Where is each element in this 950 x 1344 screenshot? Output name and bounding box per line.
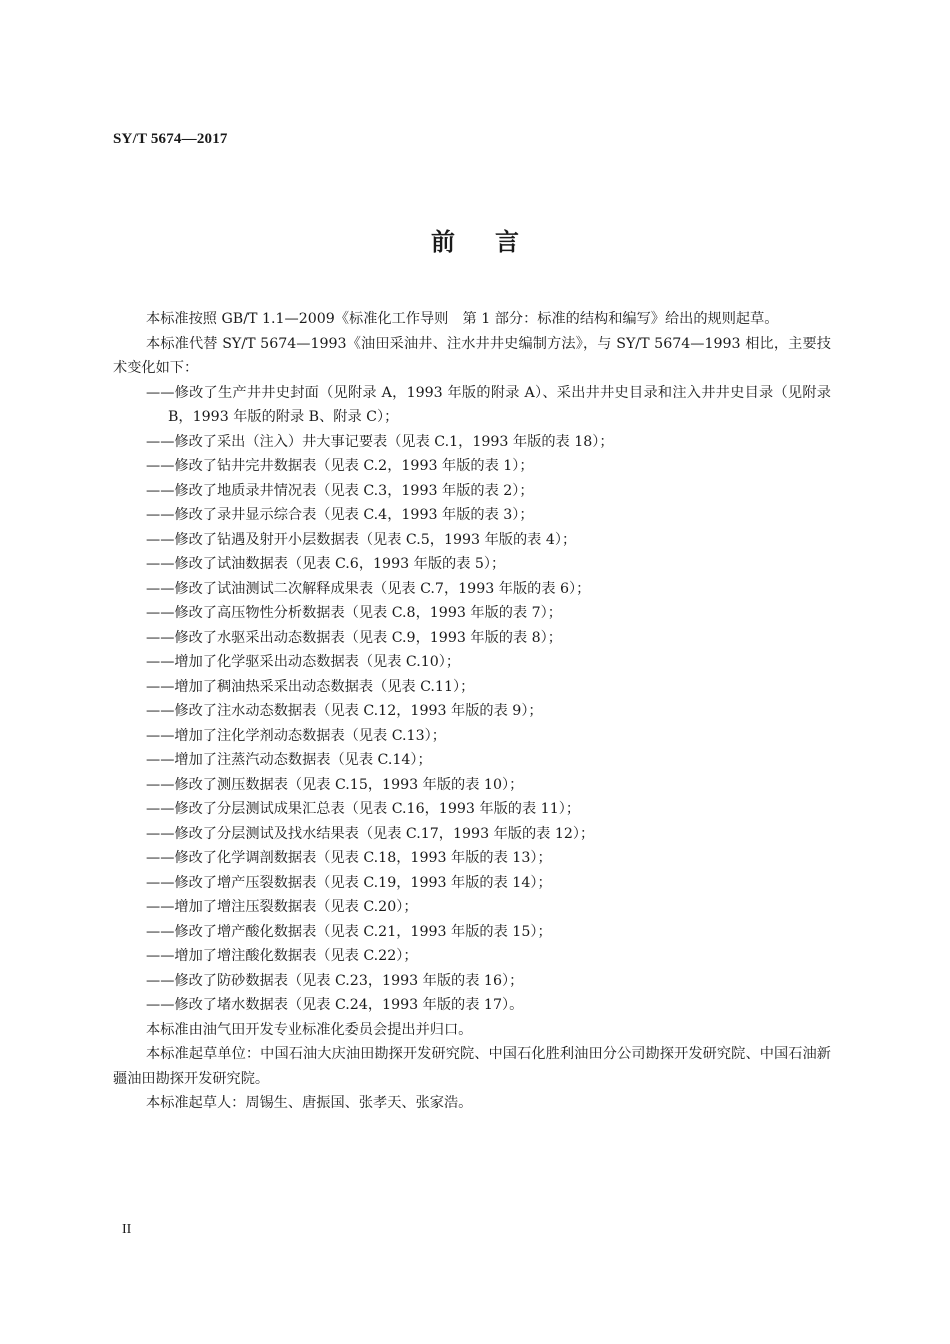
- list-item: ——增加了增注酸化数据表（见表 C.22）；: [146, 948, 418, 964]
- list-item: ——修改了化学调剖数据表（见表 C.18，1993 年版的表 13）；: [146, 850, 552, 866]
- list-item: ——修改了高压物性分析数据表（见表 C.8，1993 年版的表 7）；: [146, 605, 562, 621]
- list-item: ——增加了化学驱采出动态数据表（见表 C.10）；: [146, 654, 461, 670]
- list-item: ——修改了注水动态数据表（见表 C.12，1993 年版的表 9）；: [146, 703, 543, 719]
- intro-paragraph: 本标准代替 SY/T 5674—1993《油田采油井、注水井井史编制方法》，与 SY/T 5674—1993 相比，主要技术变化如下：: [113, 335, 831, 376]
- list-item: ——修改了分层测试及找水结果表（见表 C.17，1993 年版的表 12）；: [146, 825, 595, 842]
- page-title: 前言: [431, 228, 559, 256]
- list-item: ——修改了测压数据表（见表 C.15，1993 年版的表 10）；: [146, 776, 524, 793]
- proposer-paragraph: 本标准由油气田开发专业标准化委员会提出并归口。: [146, 1021, 473, 1038]
- list-item: ——修改了地质录井情况表（见表 C.3，1993 年版的表 2）；: [146, 482, 534, 499]
- document-body: [113, 307, 831, 1116]
- list-item: ——修改了增产酸化数据表（见表 C.21，1993 年版的表 15）；: [146, 923, 552, 940]
- list-item: ——修改了采出（注入）井大事记要表（见表 C.1，1993 年版的表 18）；: [146, 433, 614, 450]
- list-item: ——增加了增注压裂数据表（见表 C.20）；: [146, 899, 418, 915]
- list-item: ——修改了水驱采出动态数据表（见表 C.9，1993 年版的表 8）；: [146, 629, 562, 646]
- list-item: ——增加了注化学剂动态数据表（见表 C.13）；: [146, 727, 446, 744]
- list-item: ——修改了增产压裂数据表（见表 C.19，1993 年版的表 14）；: [146, 874, 552, 891]
- list-item: ——修改了钻遇及射开小层数据表（见表 C.5，1993 年版的表 4）；: [146, 531, 577, 548]
- changes-list: [113, 381, 831, 1018]
- drafting-units-paragraph: 本标准起草单位：中国石油大庆油田勘探开发研究院、中国石化胜利油田分公司勘探开发研究院、中国石油新疆油田勘探开发研究院。: [113, 1046, 831, 1087]
- list-item: ——修改了录井显示综合表（见表 C.4，1993 年版的表 3）；: [146, 507, 534, 523]
- page-number: II: [122, 1222, 132, 1237]
- standard-code-header: SY/T 5674—2017: [113, 131, 228, 147]
- list-item: ——修改了分层测试成果汇总表（见表 C.16，1993 年版的表 11）；: [146, 801, 581, 817]
- list-item: ——修改了生产井井史封面（见附录 A，1993 年版的附录 A）、采出井井史目录和注入井井史目录（见附录 B，1993 年版的附录 B、附录 C）；: [146, 384, 831, 425]
- list-item: ——修改了试油数据表（见表 C.6，1993 年版的表 5）；: [146, 556, 506, 572]
- list-item: ——修改了防砂数据表（见表 C.23，1993 年版的表 16）；: [146, 972, 524, 989]
- list-item: ——增加了注蒸汽动态数据表（见表 C.14）；: [146, 752, 432, 768]
- list-item: ——修改了试油测试二次解释成果表（见表 C.7，1993 年版的表 6）；: [146, 580, 591, 597]
- intro-paragraph: 本标准按照 GB/T 1.1—2009《标准化工作导则 第 1 部分：标准的结构和编写》给出的规则起草。: [146, 311, 779, 327]
- list-item: ——增加了稠油热采采出动态数据表（见表 C.11）；: [146, 678, 475, 695]
- list-item: ——修改了堵水数据表（见表 C.24，1993 年版的表 17）。: [146, 997, 524, 1013]
- drafters-paragraph: 本标准起草人：周锡生、唐振国、张孝天、张家浩。: [146, 1095, 473, 1111]
- list-item: ——修改了钻井完井数据表（见表 C.2，1993 年版的表 1）；: [146, 458, 534, 474]
